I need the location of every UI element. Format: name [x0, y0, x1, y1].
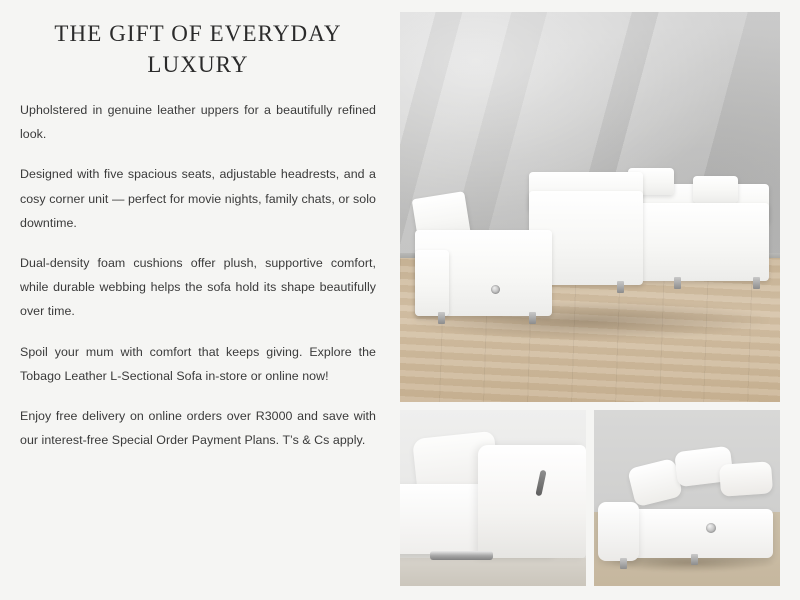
- body-copy: [20, 98, 376, 452]
- detail-right-side-knob: [706, 523, 716, 533]
- sofa-leg-1: [438, 312, 445, 324]
- sofa-leg-3: [617, 281, 624, 293]
- detail-right-headrest-3: [719, 461, 773, 496]
- paragraph-5: Enjoy free delivery on online orders over R3000 and save with our interest-free Special Order Payment Plans. T’s & Cs apply.: [20, 408, 376, 448]
- sofa-right-seat: [632, 203, 769, 281]
- tobago-leather-l-sectional-sofa-room-photo: [400, 12, 780, 402]
- paragraph-3: Dual-density foam cushions offer plush, supportive comfort, while durable webbing helps the sofa hold its shape beautifully over time.: [20, 256, 376, 319]
- detail-right-arm: [598, 502, 639, 562]
- page-title: THE GIFT OF EVERYDAY LUXURY: [54, 21, 342, 78]
- sofa-headrest-right: [693, 176, 739, 203]
- sofa-leg-4: [674, 277, 681, 289]
- detail-photo-row: [400, 410, 780, 586]
- image-column: [400, 0, 800, 600]
- sofa-leg-2: [529, 312, 536, 324]
- sofa-arm-and-chrome-base-detail-photo: [400, 410, 586, 586]
- paragraph-2: Designed with five spacious seats, adjustable headrests, and a cosy corner unit — perfect for movie nights, family chats, or solo downtime.: [20, 167, 376, 230]
- sofa-arm: [415, 250, 449, 316]
- sofa-leg-5: [753, 277, 760, 289]
- detail-left-arm: [478, 445, 586, 558]
- detail-right-leg-1: [620, 558, 627, 569]
- detail-left-chrome-base: [430, 551, 493, 560]
- paragraph-1: Upholstered in genuine leather uppers for a beautifully refined look.: [20, 103, 376, 142]
- sofa-corner-headrests-detail-photo: [594, 410, 780, 586]
- detail-left-floor: [400, 558, 586, 586]
- paragraph-4: Spoil your mum with comfort that keeps giving. Explore the Tobago Leather L-Sectional Sofa in-store or online now!: [20, 344, 376, 383]
- detail-right-leg-2: [691, 554, 698, 565]
